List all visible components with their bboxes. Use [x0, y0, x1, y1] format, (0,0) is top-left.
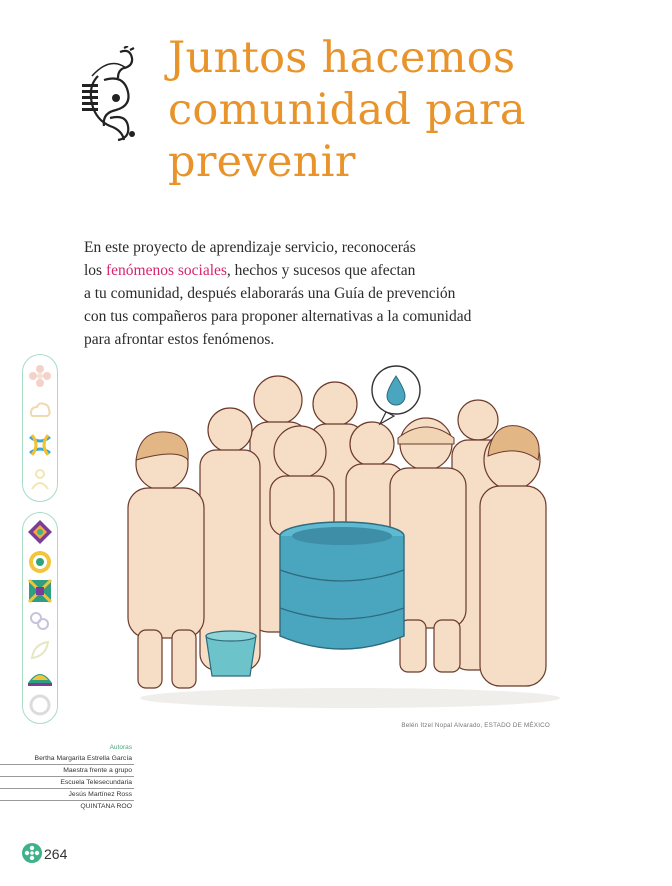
leaf-faded-icon: [27, 638, 53, 664]
credit-row: Escuela Telesecundaria: [0, 777, 134, 789]
page-number: 264: [44, 846, 68, 862]
intro-paragraph: [84, 236, 504, 351]
community-illustration: [110, 360, 560, 716]
intro-line-2-start: los: [84, 262, 106, 279]
illustration-caption: Belén Itzel Nopal Alvarado, ESTADO DE MÉXICO: [401, 722, 550, 729]
diamond-icon: [27, 519, 53, 545]
figure-faded-icon: [27, 467, 53, 493]
authors-heading: Autoras: [109, 744, 132, 751]
circle-faded-icon: [28, 693, 52, 717]
speech-bubble: [372, 366, 420, 424]
sidebar-column-top: [22, 354, 58, 502]
title-line-1: Juntos hacemos: [168, 33, 516, 83]
intro-line-4: con tus compañeros para proponer alternativas a la comunidad: [84, 308, 472, 325]
envelope-icon: [27, 578, 53, 604]
cloud-faded-icon: [27, 397, 53, 423]
decorative-glyph-icon: [74, 46, 150, 146]
page-title: [168, 32, 648, 188]
intro-line-3: a tu comunidad, después elaborarás una Guía de prevención: [84, 285, 456, 302]
intro-line-2: [84, 259, 504, 282]
turtle-icon: [26, 667, 54, 689]
highlight-fenomenos-sociales: fenómenos sociales: [105, 262, 227, 279]
sidebar-column-bottom: [22, 512, 58, 724]
credit-row: Jesús Martínez Ross: [0, 789, 134, 801]
credit-row: QUINTANA ROO: [80, 803, 132, 810]
spiral-icon: [27, 549, 53, 575]
authors-credits: [0, 753, 134, 812]
intro-line-1: En este proyecto de aprendizaje servicio, reconocerás: [84, 239, 416, 256]
intro-line-2-end: , hechos y sucesos que afectan: [226, 262, 416, 279]
knot-icon: [26, 431, 54, 459]
credit-row: Maestra frente a grupo: [0, 765, 134, 777]
intro-line-5: para afrontar estos fenómenos.: [84, 331, 275, 348]
credit-row: Bertha Margarita Estrella García: [0, 753, 134, 765]
page-flower-icon: [22, 843, 42, 863]
chain-faded-icon: [27, 608, 53, 634]
title-line-2: comunidad para: [168, 85, 526, 135]
title-line-3: prevenir: [168, 137, 356, 187]
flower-faded-icon: [27, 363, 53, 389]
